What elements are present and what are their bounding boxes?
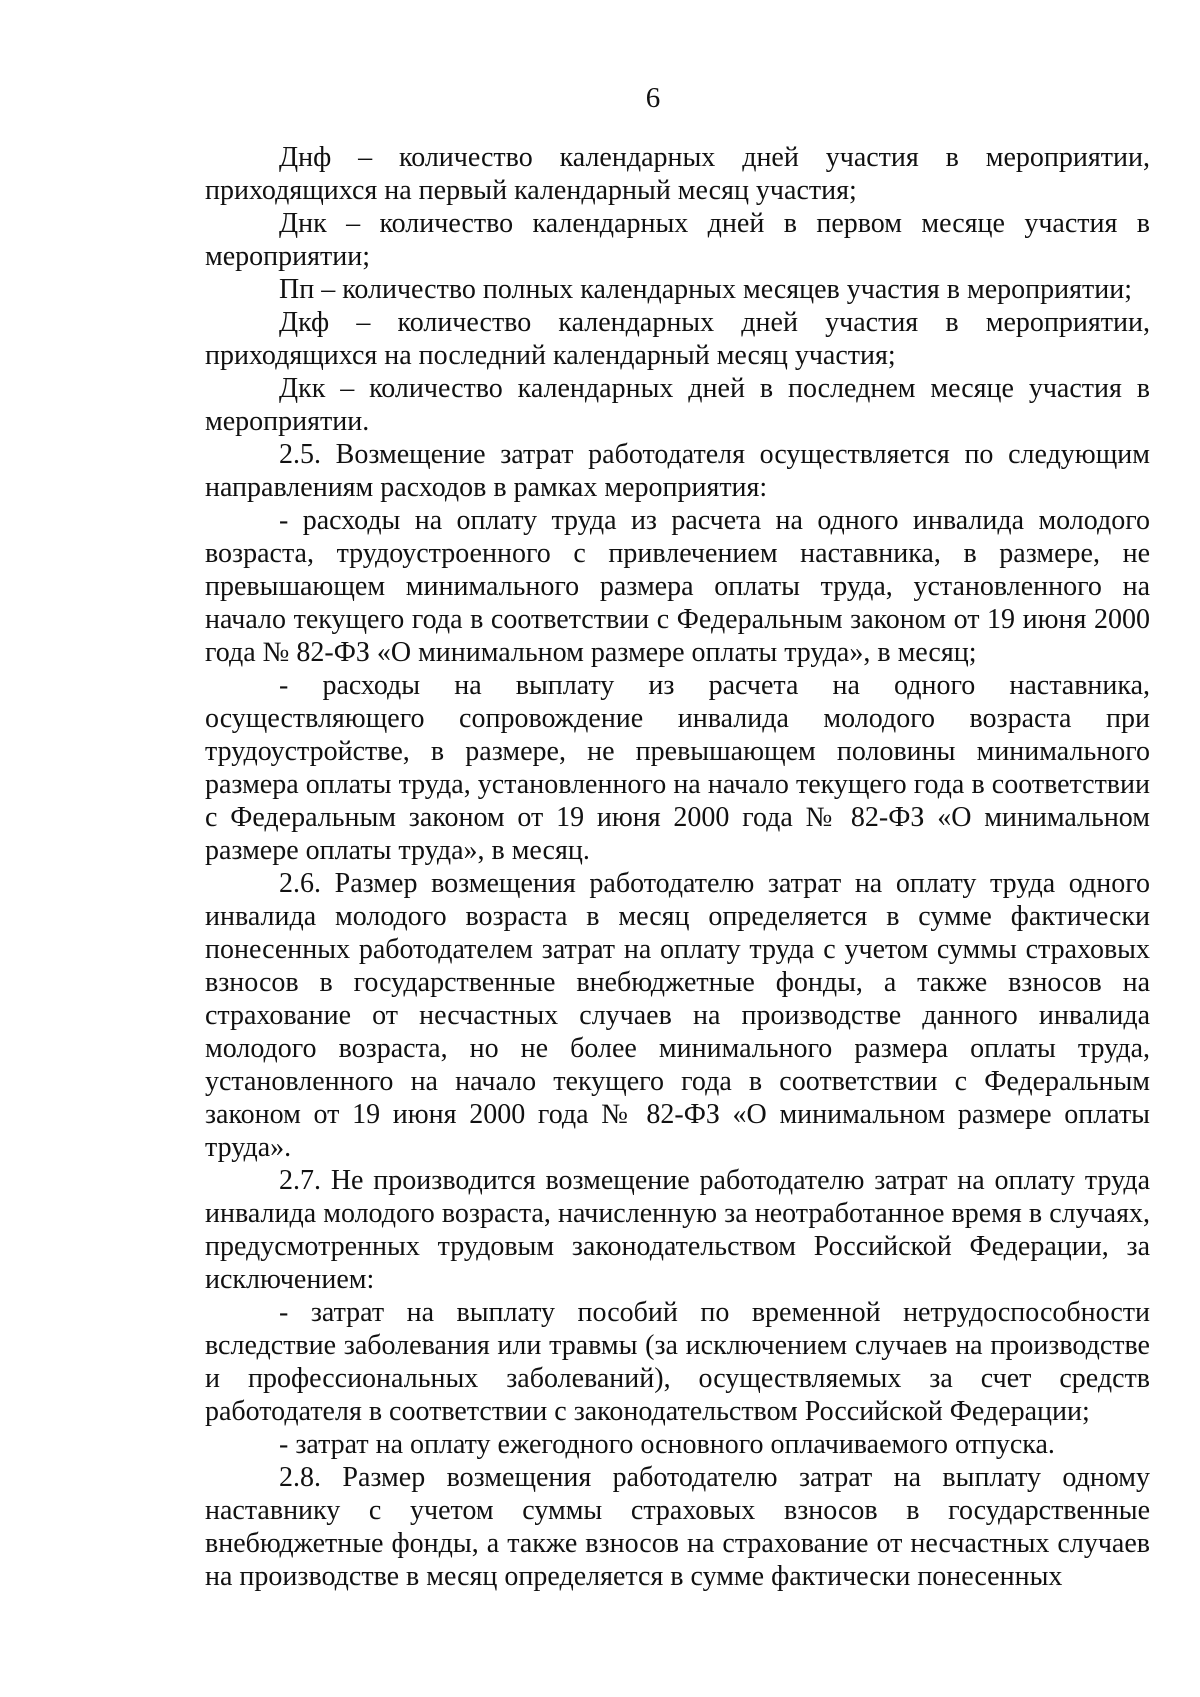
paragraph-2-6: 2.6. Размер возмещения работодателю затрат на оплату труда одного инвалида молодого возраста в месяц определяется в сумме фактически понесенных работодателем затрат на оплату труда с учетом суммы страховых взносов в государственные внебюджетные фонды, а также взносов на страхование от несчастных случаев на производстве данного инвалида молодого возраста, но не более минимального размера оплаты труда, установленного на начало текущего года в соответствии с Федеральным законом от 19 июня 2000 года № 82-ФЗ «О минимальном размере оплаты труда». [205,868,1150,1163]
paragraph-2-7: 2.7. Не производится возмещение работодателю затрат на оплату труда инвалида молодого возраста, начисленную за неотработанное время в случаях, предусмотренных трудовым законодательством Российской Федерации, за исключением: [205,1165,1150,1295]
paragraph-dkk-definition: Дкк – количество календарных дней в последнем месяце участия в мероприятии. [205,373,1150,437]
list-item-mentor-payment: - расходы на выплату из расчета на одного наставника, осуществляющего сопровождение инвалида молодого возраста при трудоустройстве, в размере, не превышающем половины минимального размера оплаты труда, установленного на начало текущего года в соответствии с Федеральным законом от 19 июня 2000 года № 82-ФЗ «О минимальном размере оплаты труда», в месяц. [205,670,1150,866]
page-number: 6 [645,82,661,114]
document-body [205,141,1150,1593]
paragraph-pp-definition: Пп – количество полных календарных месяцев участия в мероприятии; [279,274,1132,305]
list-item-sick-leave: - затрат на выплату пособий по временной нетрудоспособности вследствие заболевания или травмы (за исключением случаев на производстве и профессиональных заболеваний), осуществляемых за счет средств работодателя в соответствии с законодательством Российской Федерации; [205,1297,1150,1427]
paragraph-dnf-definition: Днф – количество календарных дней участия в мероприятии, приходящихся на первый календарный месяц участия; [205,142,1150,206]
paragraph-2-8: 2.8. Размер возмещения работодателю затрат на выплату одному наставнику с учетом суммы страховых взносов в государственные внебюджетные фонды, а также взносов на страхование от несчастных случаев на производстве в месяц определяется в сумме фактически понесенных [205,1462,1150,1592]
paragraph-dkf-definition: Дкф – количество календарных дней участия в мероприятии, приходящихся на последний календарный месяц участия; [205,307,1150,371]
list-item-labor-costs: - расходы на оплату труда из расчета на одного инвалида молодого возраста, трудоустроенного с привлечением наставника, в размере, не превышающем минимального размера оплаты труда, установленного на начало текущего года в соответствии с Федеральным законом от 19 июня 2000 года № 82-ФЗ «О минимальном размере оплаты труда», в месяц; [205,505,1150,668]
paragraph-2-5: 2.5. Возмещение затрат работодателя осуществляется по следующим направлениям расходов в рамках мероприятия: [205,439,1150,503]
paragraph-dnk-definition: Днк – количество календарных дней в первом месяце участия в мероприятии; [205,208,1150,272]
list-item-annual-leave: - затрат на оплату ежегодного основного оплачиваемого отпуска. [279,1429,1055,1460]
